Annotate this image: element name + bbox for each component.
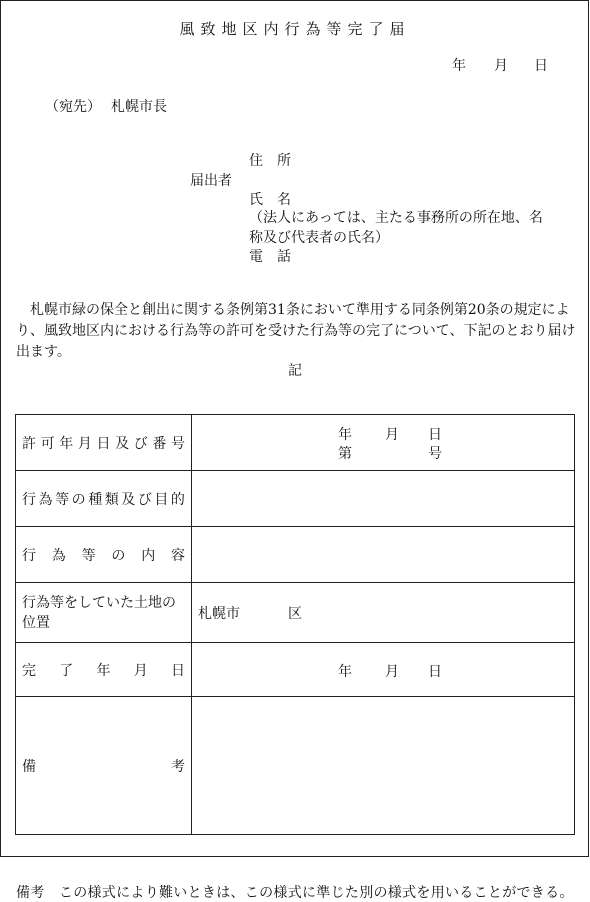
row-type <box>16 471 575 527</box>
label-char: 日 <box>96 435 111 452</box>
location-label-line1: 行為等をしていた土地の <box>22 594 176 611</box>
label-char: 完 <box>22 662 36 679</box>
content-label-chars <box>22 545 185 565</box>
label-char: の <box>71 491 86 508</box>
label-char: 号 <box>171 435 185 452</box>
location-city: 札幌市 <box>198 605 240 622</box>
label-char: 許 <box>22 435 36 452</box>
filer-corp-note-1: （法人にあっては、主たる事務所の所在地、名 <box>249 210 543 226</box>
label-char: 及 <box>115 435 130 452</box>
label-char: び <box>137 491 152 508</box>
label-char: 日 <box>171 662 185 679</box>
content-value-cell[interactable] <box>192 527 575 583</box>
type-label <box>16 471 192 527</box>
filer-address: 住 所 <box>249 153 291 169</box>
permit-year: 年 <box>338 426 352 443</box>
label-char: 番 <box>152 435 167 452</box>
label-char: 及 <box>121 491 136 508</box>
label-char: 為 <box>51 547 66 564</box>
label-char: 為 <box>38 491 53 508</box>
label-char: 月 <box>77 435 92 452</box>
remarks-value-cell[interactable] <box>192 697 575 835</box>
form-title: 風致地区内行為等完了届 <box>179 20 411 38</box>
label-char: 備 <box>22 758 36 775</box>
label-char: 了 <box>59 662 74 679</box>
label-char: 行 <box>22 491 36 508</box>
remarks-label-chars <box>22 756 185 776</box>
addressee <box>45 96 167 116</box>
label-char: の <box>111 547 126 564</box>
label-char: 行 <box>22 547 36 564</box>
label-char: 的 <box>170 491 185 508</box>
row-content <box>16 527 575 583</box>
label-char: 類 <box>104 491 119 508</box>
date-line <box>452 55 548 75</box>
row-permit <box>16 415 575 471</box>
label-char: 等 <box>55 491 70 508</box>
location-value-cell[interactable] <box>192 583 575 643</box>
permit-dai: 第 <box>338 445 352 462</box>
completion-form-table <box>15 414 575 835</box>
addressee-name: 札幌市長 <box>111 99 167 115</box>
date-year: 年 <box>452 58 466 74</box>
date-month: 月 <box>494 58 508 74</box>
location-label-line2: 位置 <box>22 614 50 631</box>
label-char: 等 <box>81 547 96 564</box>
type-label-chars <box>22 489 185 509</box>
completion-value-cell[interactable] <box>192 643 575 697</box>
permit-day: 日 <box>428 426 442 443</box>
completion-year: 年 <box>338 663 352 680</box>
footer-note: 備考 この様式により難いときは、この様式に準じた別の様式を用いることができる。 <box>16 885 574 901</box>
completion-label <box>16 643 192 697</box>
label-char: 種 <box>88 491 103 508</box>
remarks-label <box>16 697 192 835</box>
location-label <box>16 583 192 643</box>
row-location <box>16 583 575 643</box>
location-ku: 区 <box>288 605 302 622</box>
label-char: 月 <box>133 662 148 679</box>
filer-name: 氏 名 <box>249 192 291 208</box>
body-paragraph: 札幌市緑の保全と創出に関する条例第31条において準用する同条例第20条の規定により、風致地区内における行為等の許可を受けた行為等の完了について、下記のとおり届け出ます。 <box>16 302 576 360</box>
label-char: 考 <box>171 758 185 775</box>
label-char: 目 <box>154 491 169 508</box>
label-char: 年 <box>59 435 74 452</box>
filer-phone: 電 話 <box>249 249 291 265</box>
addressee-prefix: （宛先） <box>45 99 101 115</box>
permit-label <box>16 415 192 471</box>
permit-value-cell[interactable] <box>192 415 575 471</box>
row-remarks <box>16 697 575 835</box>
content-label <box>16 527 192 583</box>
label-char: 年 <box>96 662 111 679</box>
type-value-cell[interactable] <box>192 471 575 527</box>
completion-month: 月 <box>385 663 399 680</box>
label-char: 可 <box>40 435 55 452</box>
label-char: 容 <box>170 547 185 564</box>
filer-label: 届出者 <box>190 173 232 189</box>
permit-month: 月 <box>385 426 399 443</box>
label-char: 内 <box>141 547 156 564</box>
date-day: 日 <box>534 58 548 74</box>
permit-label-chars <box>22 433 185 453</box>
completion-day: 日 <box>428 663 442 680</box>
row-completion <box>16 643 575 697</box>
filer-corp-note-2: 称及び代表者の氏名） <box>249 230 389 246</box>
permit-go: 号 <box>428 445 442 462</box>
completion-label-chars <box>22 660 185 680</box>
ki-heading: 記 <box>288 363 302 379</box>
label-char: び <box>133 435 148 452</box>
